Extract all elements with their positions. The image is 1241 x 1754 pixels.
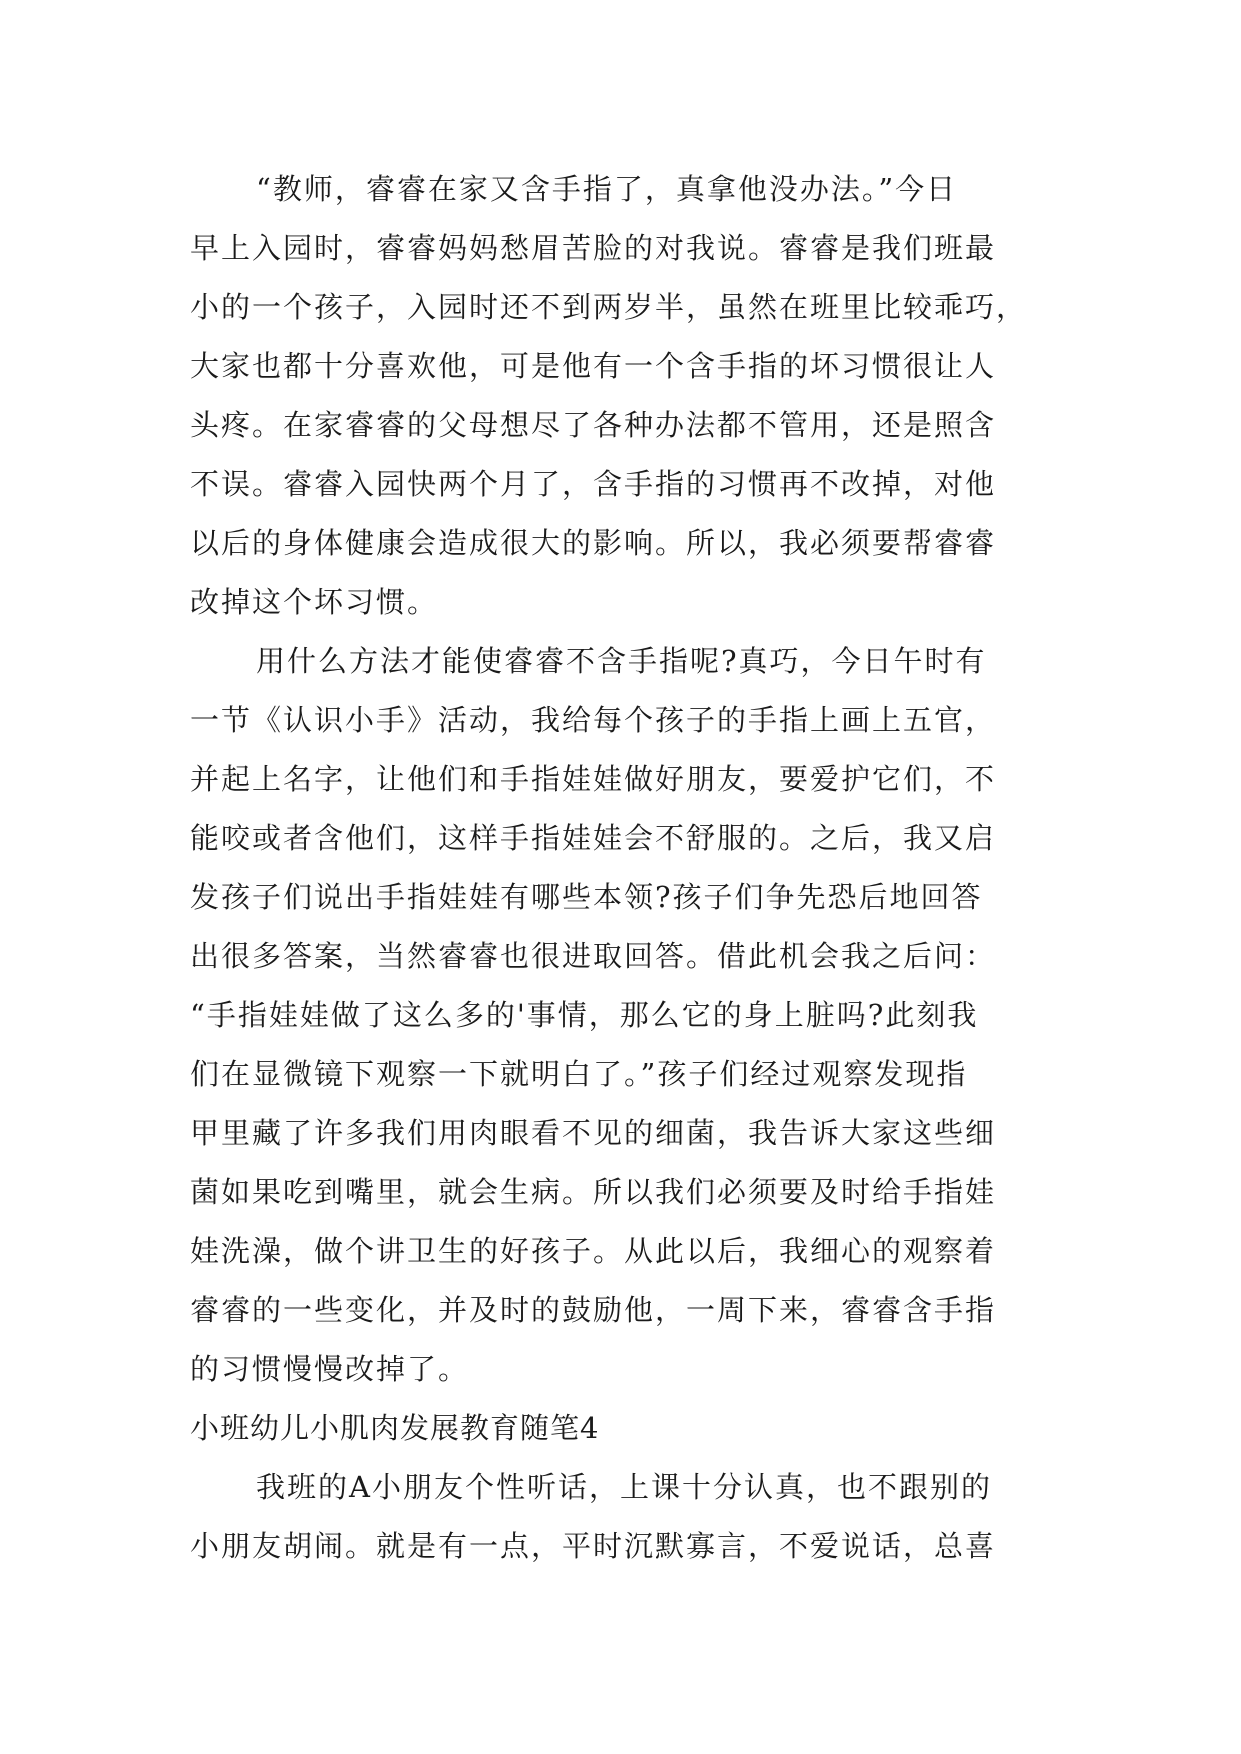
paragraph-line: 睿睿的一些变化，并及时的鼓励他，一周下来，睿睿含手指 [190,1293,997,1327]
paragraph-line: 甲里藏了许多我们用肉眼看不见的细菌，我告诉大家这些细 [190,1116,997,1150]
paragraph-line: “教师，睿睿在家又含手指了，真拿他没办法。”今日 [256,172,958,206]
paragraph-line: 不误。睿睿入园快两个月了，含手指的习惯再不改掉，对他 [190,467,997,501]
paragraph-line: 我班的A小朋友个性听话，上课十分认真，也不跟别的 [256,1470,992,1504]
paragraph-line: 能咬或者含他们，这样手指娃娃会不舒服的。之后，我又启 [190,821,997,855]
section-heading: 小班幼儿小肌肉发展教育随笔4 [190,1411,600,1445]
paragraph-line: 改掉这个坏习惯。 [190,585,439,619]
paragraph-line: 以后的身体健康会造成很大的影响。所以，我必须要帮睿睿 [190,526,997,560]
paragraph-line: 一节《认识小手》活动，我给每个孩子的手指上画上五官， [190,703,997,737]
paragraph-line: 用什么方法才能使睿睿不含手指呢?真巧，今日午时有 [256,644,987,678]
paragraph-line: 娃洗澡，做个讲卫生的好孩子。从此以后，我细心的观察着 [190,1234,997,1268]
paragraph-line: 早上入园时，睿睿妈妈愁眉苦脸的对我说。睿睿是我们班最 [190,231,997,265]
paragraph-line: 的习惯慢慢改掉了。 [190,1352,470,1386]
paragraph-line: 头疼。在家睿睿的父母想尽了各种办法都不管用，还是照含 [190,408,997,442]
document-body [190,160,1060,1576]
paragraph-line: 小朋友胡闹。就是有一点，平时沉默寡言，不爱说话，总喜 [190,1529,997,1563]
paragraph-line: 小的一个孩子，入园时还不到两岁半，虽然在班里比较乖巧， [190,290,1028,324]
paragraph-line: “手指娃娃做了这么多的'事情，那么它的身上脏吗?此刻我 [190,998,979,1032]
paragraph-line: 并起上名字，让他们和手指娃娃做好朋友，要爱护它们，不 [190,762,997,796]
paragraph-line: 菌如果吃到嘴里，就会生病。所以我们必须要及时给手指娃 [190,1175,997,1209]
paragraph-line: 出很多答案，当然睿睿也很进取回答。借此机会我之后问： [190,939,997,973]
paragraph-line: 发孩子们说出手指娃娃有哪些本领?孩子们争先恐后地回答 [190,880,983,914]
paragraph-line: 们在显微镜下观察一下就明白了。”孩子们经过观察发现指 [190,1057,968,1091]
paragraph-line: 大家也都十分喜欢他，可是他有一个含手指的坏习惯很让人 [190,349,997,383]
